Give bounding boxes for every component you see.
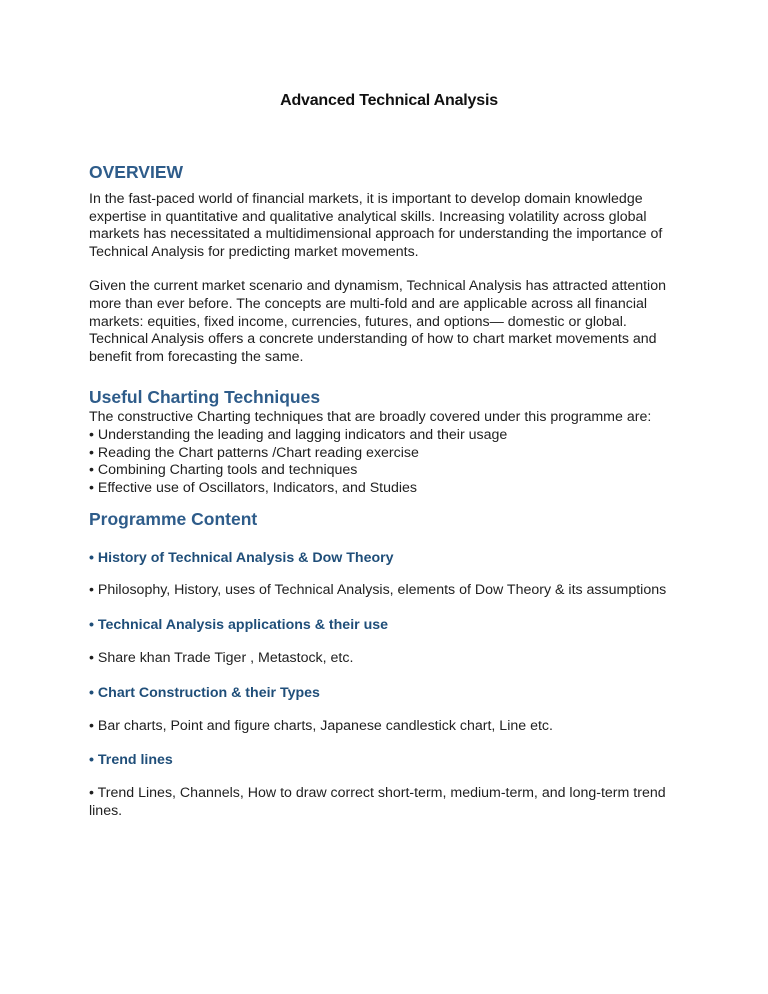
charting-item: • Understanding the leading and lagging indicators and their usage: [89, 426, 508, 443]
programme-section-text: • Share khan Trade Tiger , Metastock, etc.: [89, 649, 354, 666]
programme-heading: Programme Content: [89, 509, 258, 530]
charting-intro: The constructive Charting techniques that are broadly covered under this programme are:: [89, 409, 652, 426]
document-page: [89, 92, 689, 820]
overview-paragraph-1: In the fast-paced world of financial markets, it is important to develop domain knowledge expertise in quantitative and qualitative analytical skills. Increasing volatility across global markets has necessitated a multidimensional approach for understanding the importance of Technical Analysis for predicting market movements.: [89, 191, 663, 260]
programme-section-text: • Trend Lines, Channels, How to draw correct short-term, medium-term, and long-term trend lines.: [89, 785, 666, 819]
programme-section-text: • Bar charts, Point and figure charts, Japanese candlestick chart, Line etc.: [89, 717, 553, 734]
charting-heading: Useful Charting Techniques: [89, 387, 321, 408]
charting-item: • Effective use of Oscillators, Indicators, and Studies: [89, 479, 418, 496]
charting-item: • Combining Charting tools and techniques: [89, 462, 358, 479]
programme-section-text: • Philosophy, History, uses of Technical Analysis, elements of Dow Theory & its assumptions: [89, 582, 667, 599]
programme-section-title: • Technical Analysis applications & their use: [89, 616, 389, 633]
programme-section-title: • Trend lines: [89, 752, 173, 769]
programme-section-title: • History of Technical Analysis & Dow Theory: [89, 550, 394, 567]
programme-section-title: • Chart Construction & their Types: [89, 684, 320, 701]
charting-item: • Reading the Chart patterns /Chart reading exercise: [89, 444, 419, 461]
overview-heading: OVERVIEW: [89, 162, 184, 182]
overview-paragraph-2: Given the current market scenario and dynamism, Technical Analysis has attracted attention more than ever before. The concepts are multi-fold and are applicable across all financial markets: equities, fixed income, currencies, futures, and options— domestic or global. Technical Analysis offers a concrete understanding of how to chart market movements and benefit from forecasting the same.: [89, 278, 666, 365]
document-title: Advanced Technical Analysis: [280, 92, 498, 109]
